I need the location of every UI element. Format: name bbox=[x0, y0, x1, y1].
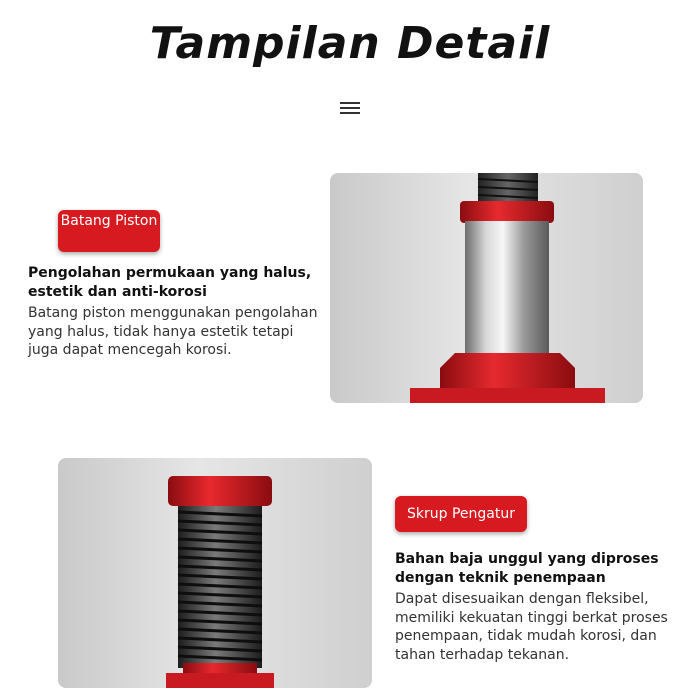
section1-heading: Pengolahan permukaan yang halus, estetik dan anti-korosi bbox=[28, 265, 312, 300]
adjusting-screw-photo bbox=[58, 458, 372, 688]
badge-skrup-pengatur: Skrup Pengatur bbox=[395, 496, 527, 532]
section1-body: Batang piston menggunakan pengolahan yang halus, tidak hanya estetik tetapi juga dapat mencegah korosi. bbox=[28, 305, 318, 358]
page-title: Tampilan Detail bbox=[149, 18, 551, 69]
piston-rod-photo bbox=[330, 173, 643, 403]
section2-heading: Bahan baja unggul yang diproses dengan teknik penempaan bbox=[395, 551, 659, 586]
section2-body: Dapat disesuaikan dengan fleksibel, memiliki kekuatan tinggi berkat proses penempaan, tidak mudah korosi, dan tahan terhadap tekanan. bbox=[395, 591, 668, 663]
hamburger-icon bbox=[340, 102, 360, 116]
badge-batang-piston: Batang Piston bbox=[58, 210, 160, 252]
